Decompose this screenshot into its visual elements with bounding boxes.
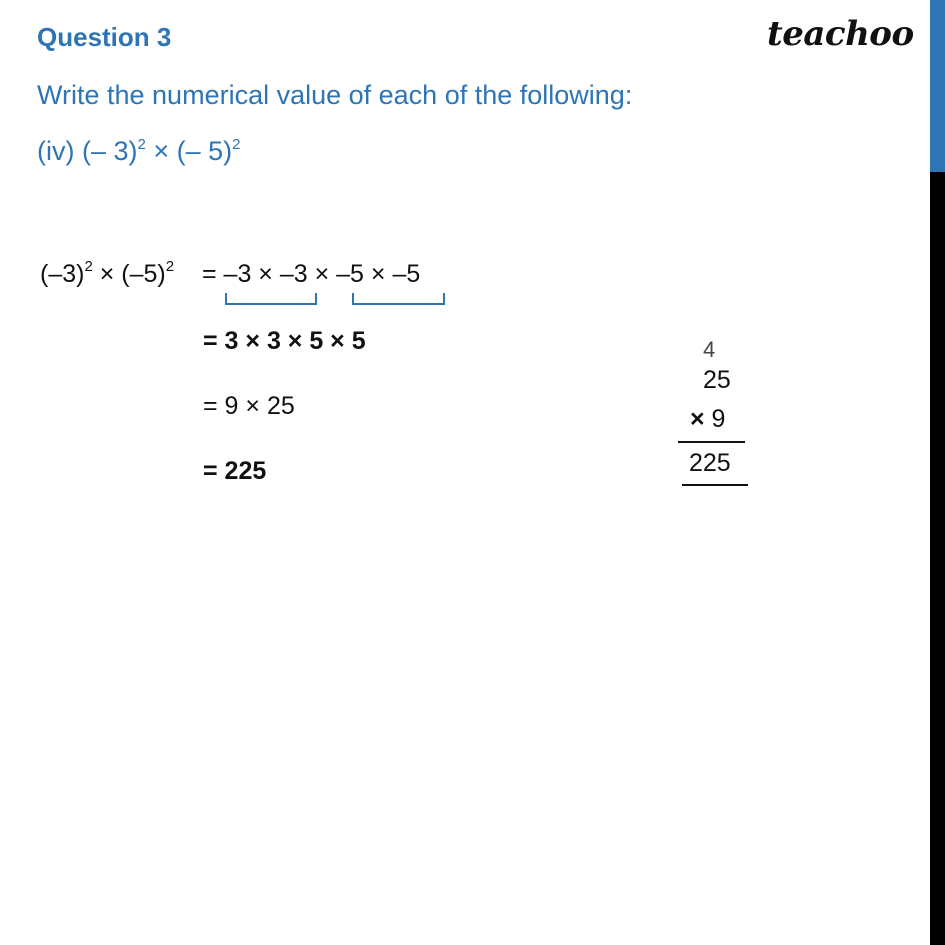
multiplier: 9 [704,405,726,433]
part-exponent-1: 2 [137,136,146,153]
question-part [37,136,240,167]
lhs-exponent-2: 2 [165,258,175,275]
carry-digit: 4 [703,337,716,362]
multiplicand: 25 [703,366,731,394]
times-sign: × [690,405,705,433]
sidebar-accent [930,0,945,172]
product-result: 225 [689,449,731,477]
part-exponent-2: 2 [232,136,241,153]
calc-rule-bottom [682,484,748,486]
pair-bracket-1 [225,293,317,305]
question-prompt: Write the numerical value of each of the following: [37,80,633,110]
lhs-term-1: (–3) [40,260,85,288]
solution-lhs [40,260,174,289]
solution-step-1: = 3 × 3 × 5 × 5 [203,327,366,355]
calc-rule-top [678,441,745,443]
lhs-exponent-1: 2 [84,258,93,275]
lhs-term-2: × (–5) [92,260,166,288]
sidebar-bar [930,0,945,945]
part-prefix: (iv) (– 3) [37,136,138,166]
teachoo-logo: teachoo [767,14,914,54]
solution-step-3: = 225 [203,457,267,485]
multiplier-row [690,405,725,434]
solution-expanded: = –3 × –3 × –5 × –5 [202,260,421,288]
pair-bracket-2 [352,293,445,305]
question-title: Question 3 [37,22,172,52]
solution-step-2: = 9 × 25 [203,392,295,420]
part-middle: × (– 5) [145,136,233,166]
